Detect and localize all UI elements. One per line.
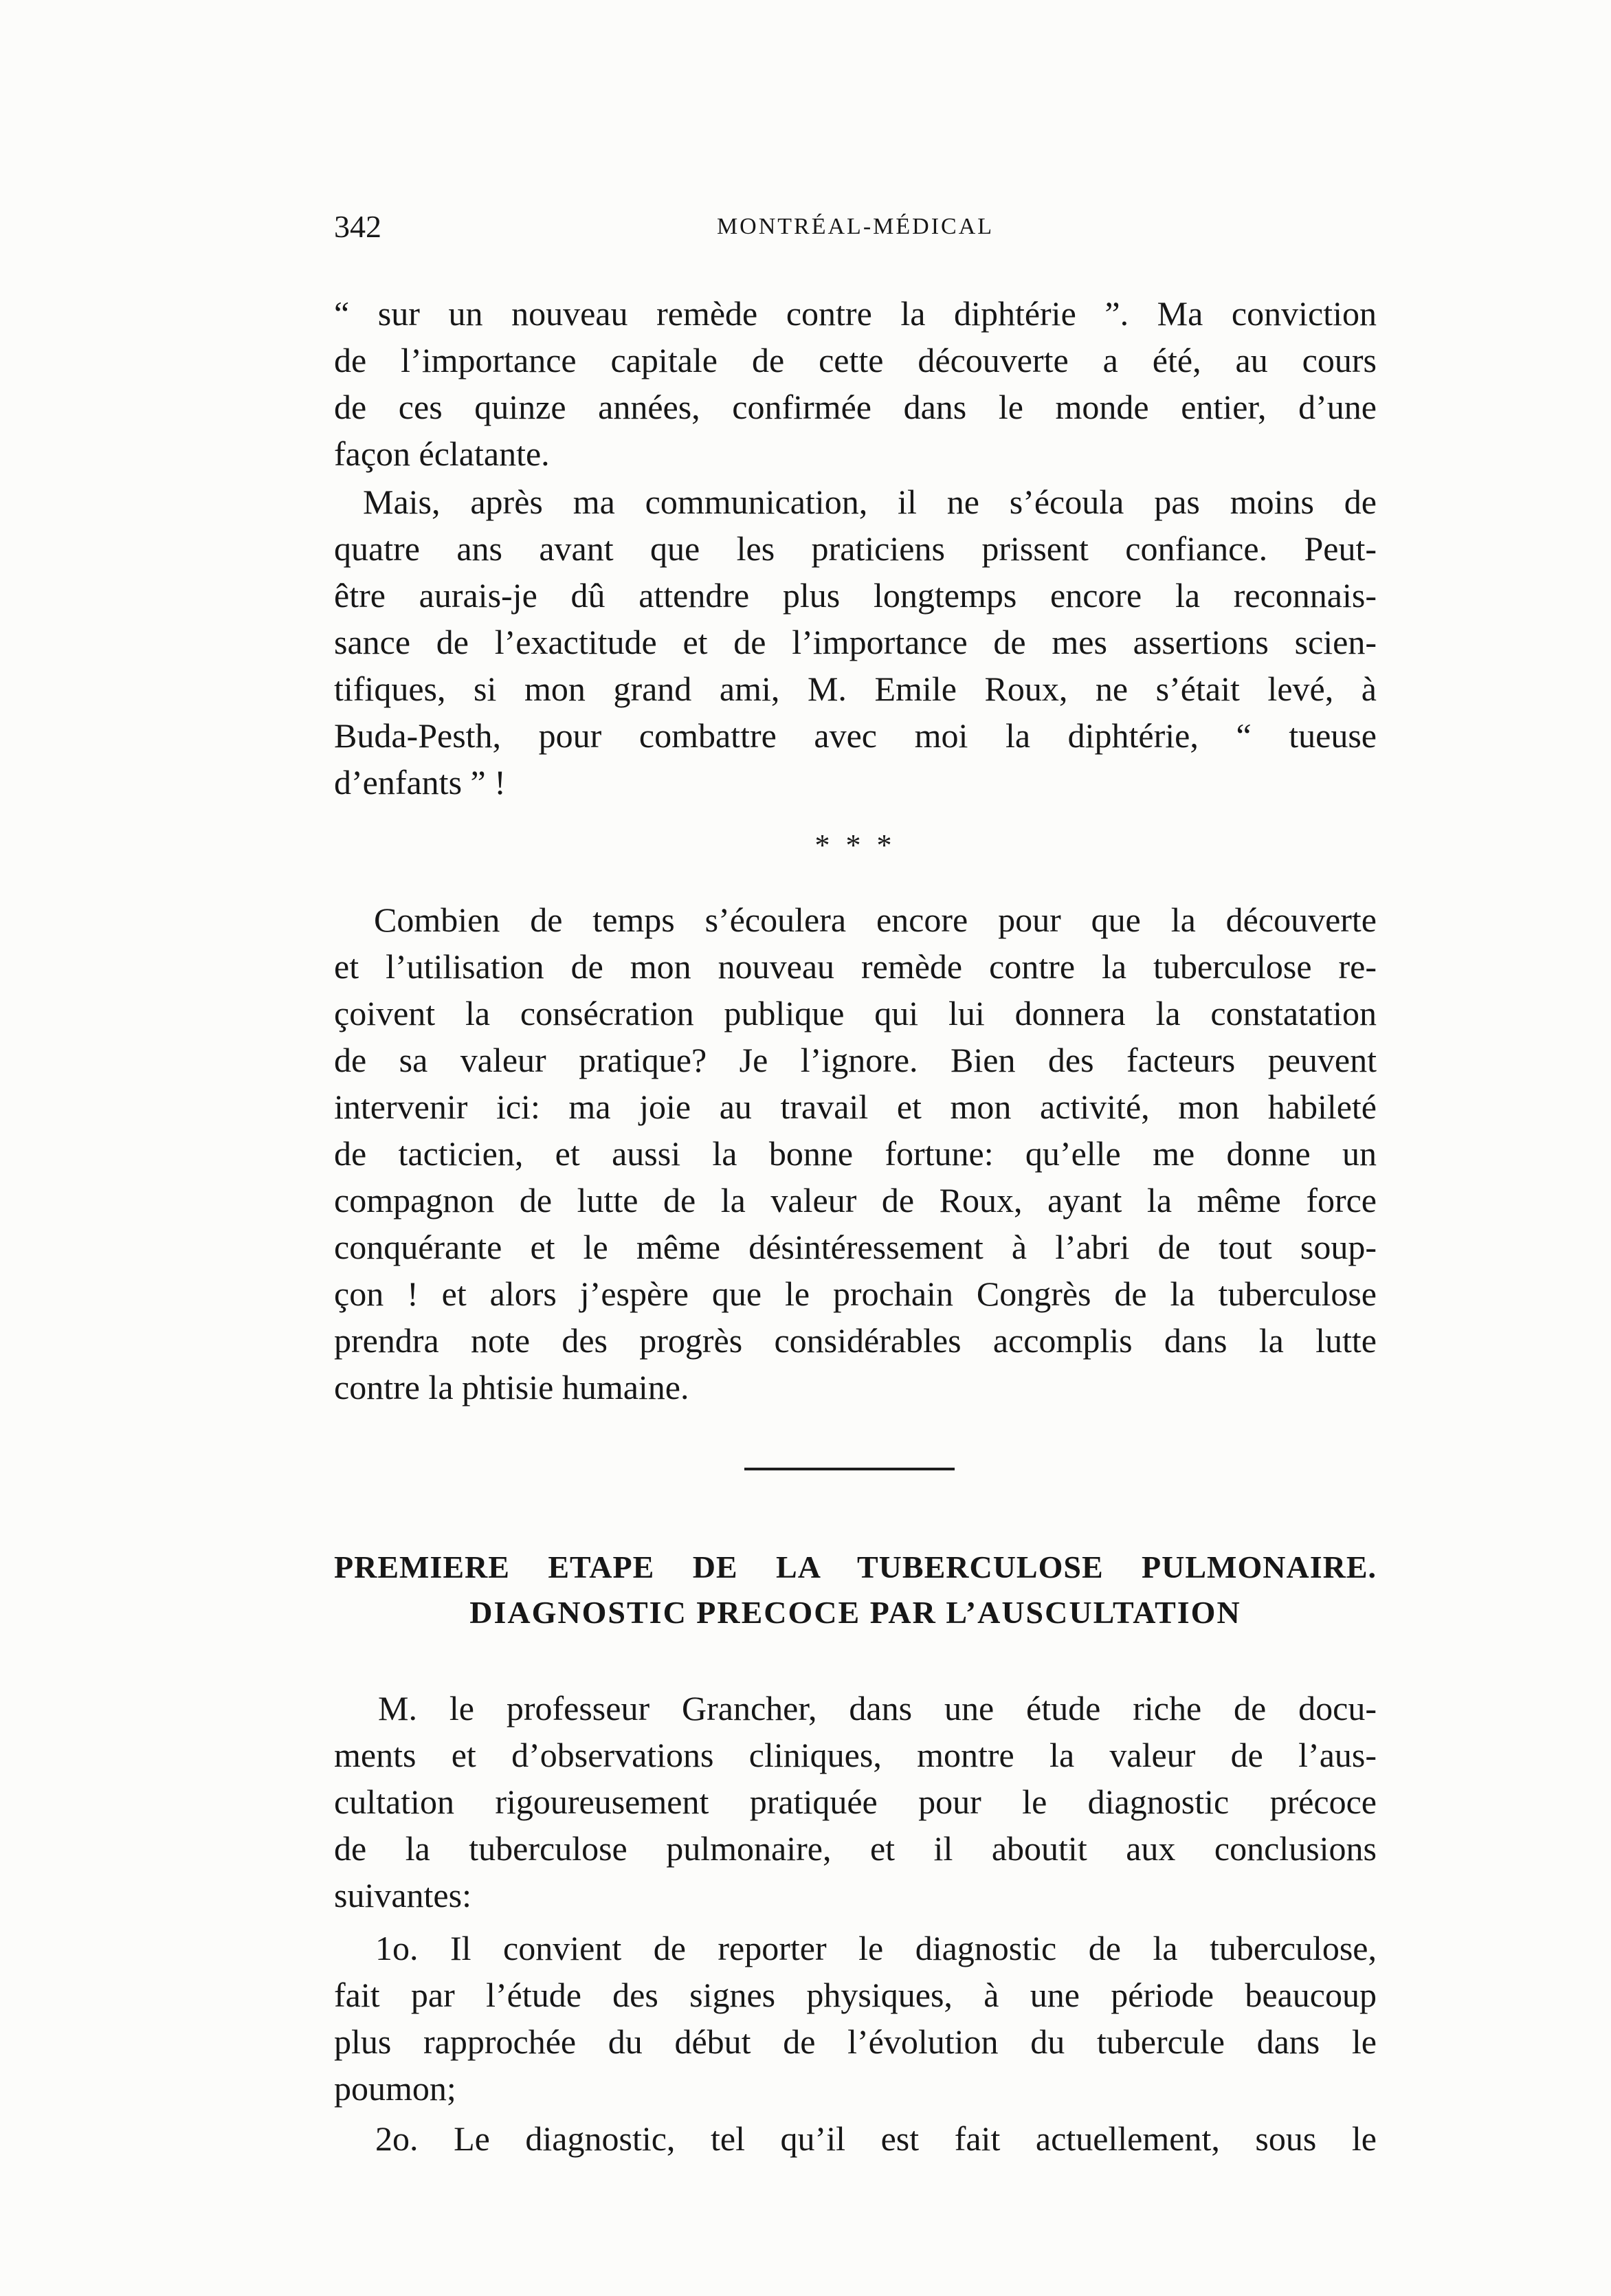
text-line: M. le professeur Grancher, dans une étude riche de docu- xyxy=(378,1689,1377,1727)
text-line: façon éclatante. xyxy=(334,434,550,473)
text-line: de l’importance capitale de cette découverte a été, au cours xyxy=(334,341,1377,379)
text-line: poumon; xyxy=(334,2069,456,2108)
title-line: PREMIERE ETAPE DE LA TUBERCULOSE PULMONAIRE. xyxy=(334,1549,1377,1585)
text-line: quatre ans avant que les praticiens prissent confiance. Peut- xyxy=(334,529,1377,568)
text-line: de tacticien, et aussi la bonne fortune: qu’elle me donne un xyxy=(334,1134,1377,1173)
text-line: tifiques, si mon grand ami, M. Emile Roux, ne s’était levé, à xyxy=(334,670,1377,708)
paragraph xyxy=(334,1685,1377,1919)
text-line: suivantes: xyxy=(334,1876,471,1914)
text-line: contre la phtisie humaine. xyxy=(334,1368,689,1406)
text-line: Buda-Pesth, pour combattre avec moi la diphtérie, “ tueuse xyxy=(334,716,1377,755)
text-line: fait par l’étude des signes physiques, à une période beaucoup xyxy=(334,1976,1377,2014)
text-line: compagnon de lutte de la valeur de Roux, ayant la même force xyxy=(334,1181,1377,1219)
numbered-conclusion xyxy=(334,2115,1377,2162)
text-line: de sa valeur pratique? Je l’ignore. Bien des facteurs peuvent xyxy=(334,1041,1377,1079)
text-line: et l’utilisation de mon nouveau remède contre la tuberculose re- xyxy=(334,947,1377,986)
numbered-conclusion xyxy=(334,1925,1377,2112)
text-line: Combien de temps s’écoulera encore pour que la découverte xyxy=(374,901,1377,939)
text-line: conquérante et le même désintéressement à l’abri de tout soup- xyxy=(334,1228,1377,1266)
running-head: MONTRÉAL-MÉDICAL xyxy=(716,214,995,239)
text-line: çon ! et alors j’espère que le prochain Congrès de la tuberculose xyxy=(334,1274,1377,1313)
page-number: 342 xyxy=(334,209,381,244)
horizontal-rule xyxy=(744,1468,955,1470)
text-line: Mais, après ma communication, il ne s’écoula pas moins de xyxy=(363,483,1377,521)
article-title xyxy=(334,1545,1377,1635)
paragraph xyxy=(334,896,1377,1411)
text-line: plus rapprochée du début de l’évolution du tubercule dans le xyxy=(334,2022,1377,2061)
text-line: çoivent la consécration publique qui lui donnera la constatation xyxy=(334,994,1377,1033)
paragraph-continuation xyxy=(334,290,1377,477)
paragraph xyxy=(334,478,1377,806)
text-line: 2o. Le diagnostic, tel qu’il est fait actuellement, sous le xyxy=(375,2119,1377,2158)
text-line: cultation rigoureusement pratiquée pour le diagnostic précoce xyxy=(334,1782,1377,1821)
text-line: sance de l’exactitude et de l’importance de mes assertions scien- xyxy=(334,623,1377,661)
text-line: être aurais-je dû attendre plus longtemps encore la reconnais- xyxy=(334,576,1377,615)
page-header xyxy=(334,206,1377,247)
title-line: DIAGNOSTIC PRECOCE PAR L’AUSCULTATION xyxy=(469,1595,1241,1630)
section-separator-asterisks: * * * xyxy=(814,828,896,862)
text-line: ments et d’observations cliniques, montre la valeur de l’aus- xyxy=(334,1736,1377,1774)
text-line: intervenir ici: ma joie au travail et mon activité, mon habileté xyxy=(334,1088,1377,1126)
text-line: “ sur un nouveau remède contre la diphtérie ”. Ma conviction xyxy=(334,294,1377,333)
text-line: prendra note des progrès considérables accomplis dans la lutte xyxy=(334,1321,1377,1360)
text-line: d’enfants ” ! xyxy=(334,763,506,802)
text-line: de la tuberculose pulmonaire, et il aboutit aux conclusions xyxy=(334,1829,1377,1868)
text-line: 1o. Il convient de reporter le diagnostic de la tuberculose, xyxy=(375,1929,1377,1967)
text-line: de ces quinze années, confirmée dans le monde entier, d’une xyxy=(334,388,1377,426)
